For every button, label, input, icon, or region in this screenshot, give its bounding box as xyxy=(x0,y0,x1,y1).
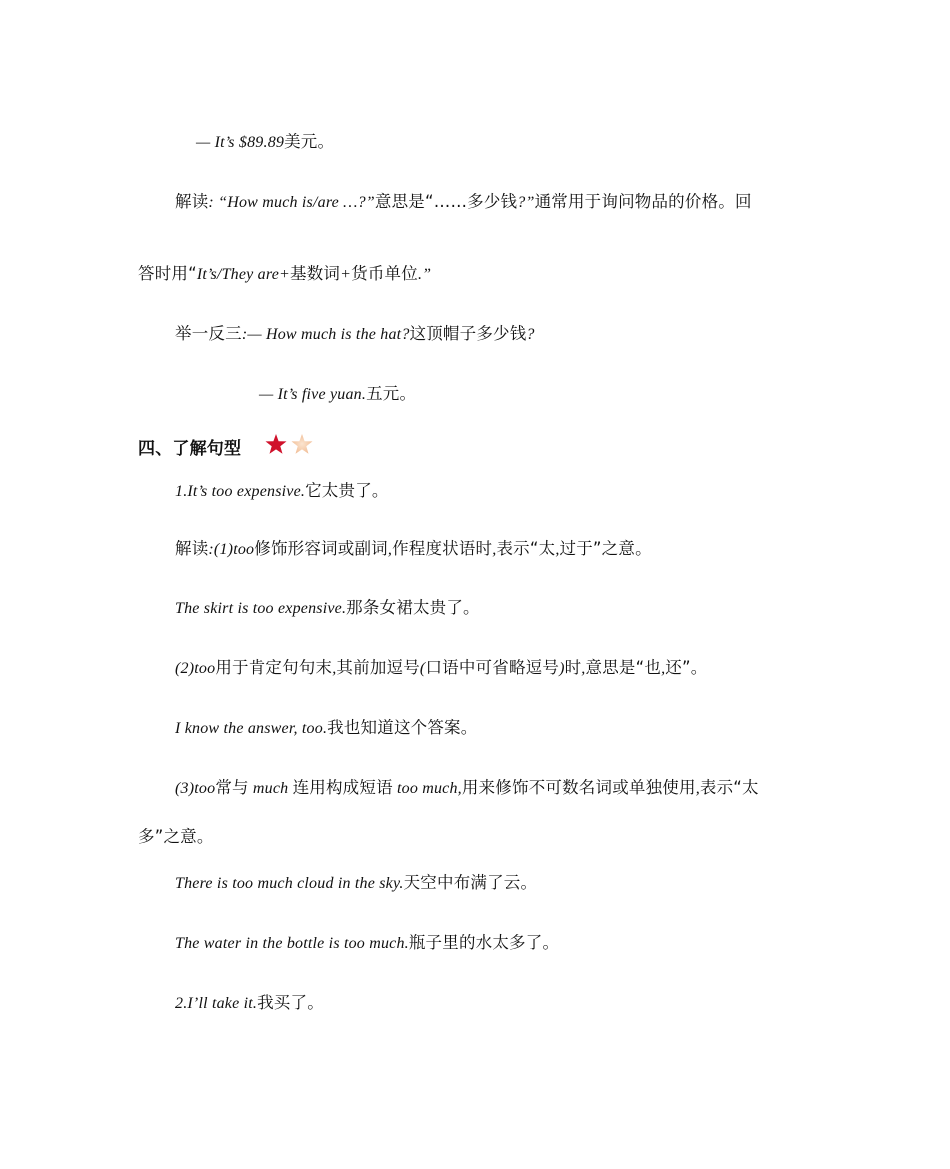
punct: , xyxy=(332,660,337,677)
english-text: — It’s $89.89 xyxy=(196,134,285,151)
english-text: : “How much is/are …?” xyxy=(208,194,375,211)
english-text: ? xyxy=(526,326,535,343)
example-water xyxy=(175,932,559,955)
punct: ( xyxy=(419,660,426,677)
explanation-too-1 xyxy=(175,538,652,561)
chinese-text: 这顶帽子多少钱 xyxy=(409,324,527,343)
chinese-text: 表示“太 xyxy=(699,778,759,797)
chinese-text: 还”。 xyxy=(665,658,708,677)
chinese-text: 美元。 xyxy=(284,132,335,151)
difficulty-rating xyxy=(265,433,317,457)
explanation-too-3 xyxy=(175,777,759,800)
chinese-text: 修饰形容词或副词 xyxy=(254,539,388,558)
label-jiedu: 解读 xyxy=(175,192,209,211)
answer-line-price xyxy=(196,131,334,154)
example-answer xyxy=(175,717,477,740)
punct: , xyxy=(695,780,700,797)
chinese-text: 基数词 xyxy=(290,264,341,283)
punct: , xyxy=(387,541,393,558)
chinese-text: 口语中可省略逗号 xyxy=(425,658,560,677)
label-practice: 举一反三 xyxy=(175,324,242,343)
explanation-too-2 xyxy=(175,657,707,680)
english-text: :(1)too xyxy=(208,541,255,558)
chinese-text: 它太贵了。 xyxy=(305,481,389,500)
english-text: 1.It’s too expensive. xyxy=(175,483,306,500)
chinese-text: 过于”之意。 xyxy=(559,539,652,558)
chinese-text: 天空中布满了云。 xyxy=(403,873,538,892)
english-text: The skirt is too expensive. xyxy=(175,600,347,617)
sentence-pattern-1 xyxy=(175,480,389,503)
english-text: too much, xyxy=(392,780,462,797)
english-text: — It’s five yuan. xyxy=(259,386,367,403)
english-text: 2.I’ll take it. xyxy=(175,995,258,1012)
chinese-text: 瓶子里的水太多了。 xyxy=(408,933,560,952)
english-text: The water in the bottle is too much. xyxy=(175,935,409,952)
sentence-pattern-2 xyxy=(175,992,324,1015)
punct: , xyxy=(555,541,560,558)
english-text: ?” xyxy=(517,194,535,211)
english-text: There is too much cloud in the sky. xyxy=(175,875,404,892)
english-text: (3)too xyxy=(175,780,216,797)
chinese-text: 答时用“ xyxy=(138,264,197,283)
chinese-text: 货币单位 xyxy=(351,264,418,283)
section-title: 四、了解句型 xyxy=(138,439,242,459)
punct: , xyxy=(492,541,497,558)
explanation-too-3-cont xyxy=(138,826,214,848)
label-jiedu: 解读 xyxy=(175,539,209,558)
english-text: .” xyxy=(417,266,432,283)
chinese-text: 常与 xyxy=(215,778,249,797)
chinese-text: 表示“太 xyxy=(496,539,556,558)
english-text: I know the answer, too. xyxy=(175,720,328,737)
punct: , xyxy=(581,660,586,677)
english-text: + xyxy=(340,266,352,283)
punct: ) xyxy=(559,660,565,677)
chinese-text: 时 xyxy=(564,658,582,677)
section-heading xyxy=(138,433,317,460)
practice-line-2 xyxy=(259,383,416,406)
chinese-text: 意思是“……多少钱 xyxy=(374,192,518,211)
explanation-line-2 xyxy=(138,263,431,286)
chinese-text: 那条女裙太贵了。 xyxy=(346,598,480,617)
english-text: much xyxy=(248,780,293,797)
english-text: :— How much is the hat? xyxy=(241,326,410,343)
punct: , xyxy=(661,660,666,677)
chinese-text: 多”之意。 xyxy=(138,827,214,846)
chinese-text: 我买了。 xyxy=(257,993,324,1012)
chinese-text: 其前加逗号 xyxy=(336,658,420,677)
chinese-text: 意思是“也 xyxy=(585,658,662,677)
chinese-text: 通常用于询问物品的价格。回 xyxy=(534,192,752,211)
english-text: It’s/They are+ xyxy=(196,266,291,283)
chinese-text: 五元。 xyxy=(366,384,417,403)
english-text: (2)too xyxy=(175,660,216,677)
example-skirt xyxy=(175,597,480,620)
example-cloud xyxy=(175,872,537,895)
star-empty-icon xyxy=(291,434,312,454)
practice-line-1 xyxy=(175,323,535,346)
chinese-text: 用于肯定句句末 xyxy=(215,658,333,677)
chinese-text: 用来修饰不可数名词或单独使用 xyxy=(461,778,696,797)
chinese-text: 连用构成短语 xyxy=(292,778,393,797)
explanation-line-1 xyxy=(175,191,752,214)
star-filled-icon xyxy=(265,434,286,454)
chinese-text: 作程度状语时 xyxy=(392,539,493,558)
chinese-text: 我也知道这个答案。 xyxy=(327,718,478,737)
